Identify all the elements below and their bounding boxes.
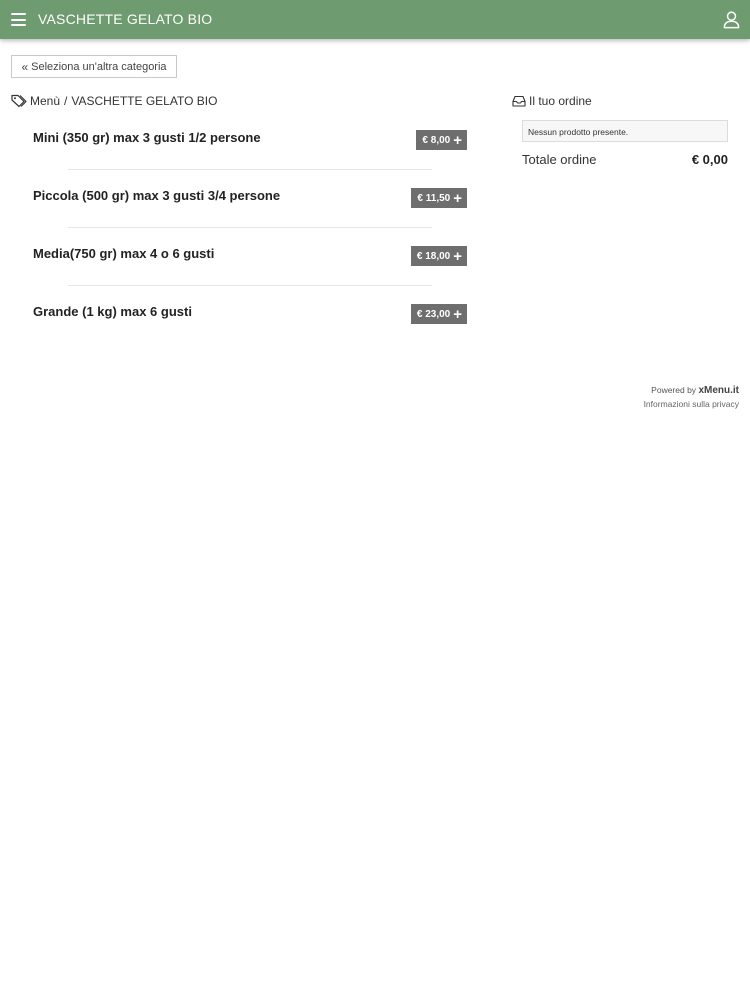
product-name: Mini (350 gr) max 3 gusti 1/2 persone	[33, 130, 261, 145]
empty-order-message: Nessun prodotto presente.	[522, 120, 728, 142]
hamburger-menu-icon[interactable]	[11, 13, 26, 26]
user-icon[interactable]	[722, 10, 741, 29]
product-price: € 18,00	[416, 250, 451, 262]
product-item	[33, 188, 467, 210]
product-item	[33, 246, 467, 268]
order-panel-title	[512, 93, 592, 108]
inbox-tray-icon	[512, 95, 526, 107]
product-name: Piccola (500 gr) max 3 gusti 3/4 persone	[33, 188, 281, 203]
powered-by	[560, 385, 739, 396]
double-chevron-left-icon: «	[21, 59, 29, 74]
product-price: € 23,00	[416, 308, 451, 320]
top-app-bar	[0, 0, 750, 39]
order-total-value: € 0,00	[691, 152, 728, 167]
divider	[68, 227, 432, 228]
plus-icon: +	[453, 305, 462, 323]
divider	[68, 169, 432, 170]
powered-by-brand-link[interactable]: xMenu.it	[698, 385, 739, 396]
product-name: Grande (1 kg) max 6 gusti	[33, 304, 192, 319]
plus-icon: +	[453, 189, 462, 207]
plus-icon: +	[453, 247, 462, 265]
order-total-label: Totale ordine	[522, 152, 597, 167]
tag-icon	[11, 94, 27, 108]
select-category-label: Seleziona un'altra categoria	[31, 60, 167, 73]
breadcrumb-separator: /	[64, 93, 68, 108]
breadcrumb-menu-link[interactable]: Menù	[30, 93, 61, 108]
plus-icon: +	[453, 131, 462, 149]
breadcrumb-current: VASCHETTE GELATO BIO	[71, 93, 218, 108]
add-to-order-button[interactable]	[411, 188, 467, 208]
product-item	[33, 130, 467, 152]
order-title-label: Il tuo ordine	[529, 93, 592, 108]
breadcrumb	[11, 93, 217, 108]
page-title: VASCHETTE GELATO BIO	[38, 11, 213, 27]
add-to-order-button[interactable]	[416, 130, 467, 150]
add-to-order-button[interactable]	[411, 246, 467, 266]
powered-by-prefix: Powered by	[651, 385, 697, 395]
product-item	[33, 304, 467, 326]
privacy-link[interactable]: Informazioni sulla privacy	[643, 399, 739, 409]
product-price: € 11,50	[417, 192, 451, 204]
add-to-order-button[interactable]	[411, 304, 467, 324]
select-category-button[interactable]	[11, 55, 177, 78]
product-price: € 8,00	[422, 134, 451, 146]
divider	[68, 285, 432, 286]
product-name: Media(750 gr) max 4 o 6 gusti	[33, 246, 215, 261]
